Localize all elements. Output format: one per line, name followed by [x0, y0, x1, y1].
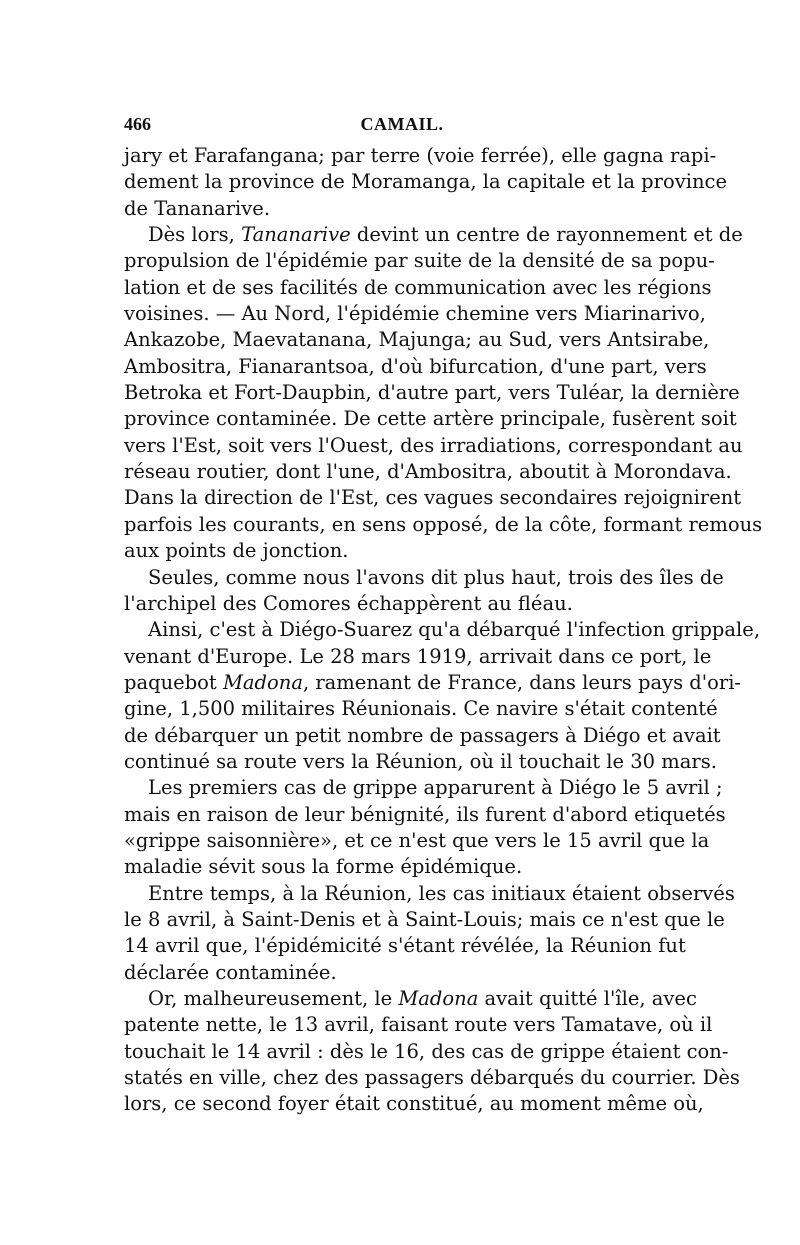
- text-segment: Entre temps, à la Réunion, les cas initiaux étaient observés: [148, 881, 735, 905]
- text-segment: patente nette, le 13 avril, faisant route vers Tamatave, où il: [124, 1013, 713, 1037]
- italic-text: Madona: [222, 670, 303, 694]
- page-header: [124, 114, 680, 144]
- text-segment: paquebot: [124, 670, 223, 694]
- text-line: [124, 1091, 704, 1117]
- text-line: [124, 485, 742, 511]
- text-line: [124, 565, 724, 591]
- text-line: [124, 644, 712, 670]
- text-line: [124, 169, 727, 195]
- text-segment: vers l'Est, soit vers l'Ouest, des irradiations, correspondant au: [124, 433, 743, 457]
- text-line: [124, 591, 680, 617]
- text-line: [124, 275, 712, 301]
- page-number: 466: [124, 114, 151, 134]
- text-segment: dement la province de Moramanga, la capitale et la province: [124, 170, 727, 194]
- text-segment: aux points de jonction.: [124, 539, 349, 563]
- text-line: [124, 960, 680, 986]
- text-line: [124, 775, 723, 801]
- text-line: [124, 459, 732, 485]
- text-segment: devint un centre de rayonnement et de: [350, 223, 743, 247]
- text-line: [124, 222, 743, 248]
- text-segment: 14 avril que, l'épidémicité s'étant révélée, la Réunion fut: [124, 934, 686, 958]
- text-segment: Dans la direction de l'Est, ces vagues secondaires rejoignirent: [124, 486, 742, 510]
- italic-text: Madona: [398, 987, 479, 1010]
- text-segment: avait quitté l'île, avec: [478, 987, 697, 1010]
- text-line: [124, 749, 717, 775]
- text-segment: Dès lors,: [148, 223, 242, 247]
- text-line: [124, 854, 680, 880]
- text-segment: parfois les courants, en sens opposé, de la côte, formant remous: [124, 512, 763, 536]
- text-segment: jary et Farafangana; par terre (voie ferrée), elle gagna rapi-: [124, 144, 717, 167]
- text-segment: réseau routier, dont l'une, d'Ambositra, aboutit à Morondava.: [124, 460, 732, 484]
- text-line: [124, 248, 715, 274]
- text-line: [124, 143, 717, 169]
- text-line: [124, 1065, 740, 1091]
- text-segment: gine, 1,500 militaires Réunionais. Ce navire s'était contenté: [124, 697, 718, 721]
- text-segment: touchait le 14 avril : dès le 16, des cas de grippe étaient con-: [124, 1039, 729, 1063]
- text-segment: lors, ce second foyer était constitué, au moment même où,: [124, 1092, 704, 1116]
- text-segment: maladie sévit sous la forme épidémique.: [124, 855, 523, 879]
- text-segment: Les premiers cas de grippe apparurent à Diégo le 5 avril ;: [148, 776, 723, 800]
- text-segment: province contaminée. De cette artère principale, fusèrent soit: [124, 407, 737, 431]
- text-line: [124, 433, 743, 459]
- text-segment: voisines. — Au Nord, l'épidémie chemine vers Miarinarivo,: [124, 302, 706, 326]
- text-line: [124, 301, 706, 327]
- text-line: [124, 723, 721, 749]
- text-line: [124, 881, 735, 907]
- text-line: [124, 802, 726, 828]
- text-segment: statés en ville, chez des passagers débarqués du courrier. Dès: [124, 1066, 740, 1090]
- text-segment: de Tananarive.: [124, 196, 271, 220]
- text-line: [124, 986, 697, 1012]
- text-segment: lation et de ses facilités de communication avec les régions: [124, 275, 712, 299]
- text-line: [124, 617, 761, 643]
- text-line: [124, 670, 742, 696]
- text-segment: Seules, comme nous l'avons dit plus haut, trois des îles de: [148, 565, 724, 589]
- text-line: [124, 196, 680, 222]
- text-line: [124, 1012, 713, 1038]
- text-line: [124, 538, 680, 564]
- text-line: [124, 696, 718, 722]
- text-segment: Ankazobe, Maevatanana, Majunga; au Sud, vers Antsirabe,: [124, 328, 710, 352]
- text-line: [124, 406, 737, 432]
- text-segment: Ambositra, Fianarantsoa, d'où bifurcation, d'une part, vers: [124, 354, 707, 378]
- text-segment: Betroka et Fort-Daupbin, d'autre part, vers Tuléar, la dernière: [124, 381, 740, 405]
- text-line: [124, 1039, 729, 1065]
- italic-text: Tananarive: [241, 223, 351, 247]
- text-segment: venant d'Europe. Le 28 mars 1919, arrivait dans ce port, le: [124, 644, 712, 668]
- text-line: [124, 512, 763, 538]
- text-segment: , ramenant de France, dans leurs pays d'ori-: [302, 670, 742, 694]
- text-line: [124, 907, 725, 933]
- text-segment: Or, malheureusement, le: [148, 987, 399, 1010]
- text-segment: Ainsi, c'est à Diégo-Suarez qu'a débarqué l'infection grippale,: [148, 618, 761, 642]
- text-segment: «grippe saisonnière», et ce n'est que vers le 15 avril que la: [124, 828, 710, 852]
- text-segment: de débarquer un petit nombre de passagers à Diégo et avait: [124, 723, 721, 747]
- text-line: [124, 354, 707, 380]
- text-line: [124, 933, 686, 959]
- text-segment: déclarée contaminée.: [124, 960, 337, 984]
- running-head: CAMAIL.: [360, 114, 444, 134]
- text-segment: le 8 avril, à Saint-Denis et à Saint-Louis; mais ce n'est que le: [124, 907, 725, 931]
- body-text: [124, 143, 763, 1118]
- text-line: [124, 327, 710, 353]
- text-segment: mais en raison de leur bénignité, ils furent d'abord etiquetés: [124, 802, 726, 826]
- text-line: [124, 828, 710, 854]
- text-segment: l'archipel des Comores échappèrent au fléau.: [124, 591, 573, 615]
- text-segment: propulsion de l'épidémie par suite de la densité de sa popu-: [124, 249, 715, 273]
- text-line: [124, 380, 740, 406]
- text-segment: continué sa route vers la Réunion, où il touchait le 30 mars.: [124, 749, 717, 773]
